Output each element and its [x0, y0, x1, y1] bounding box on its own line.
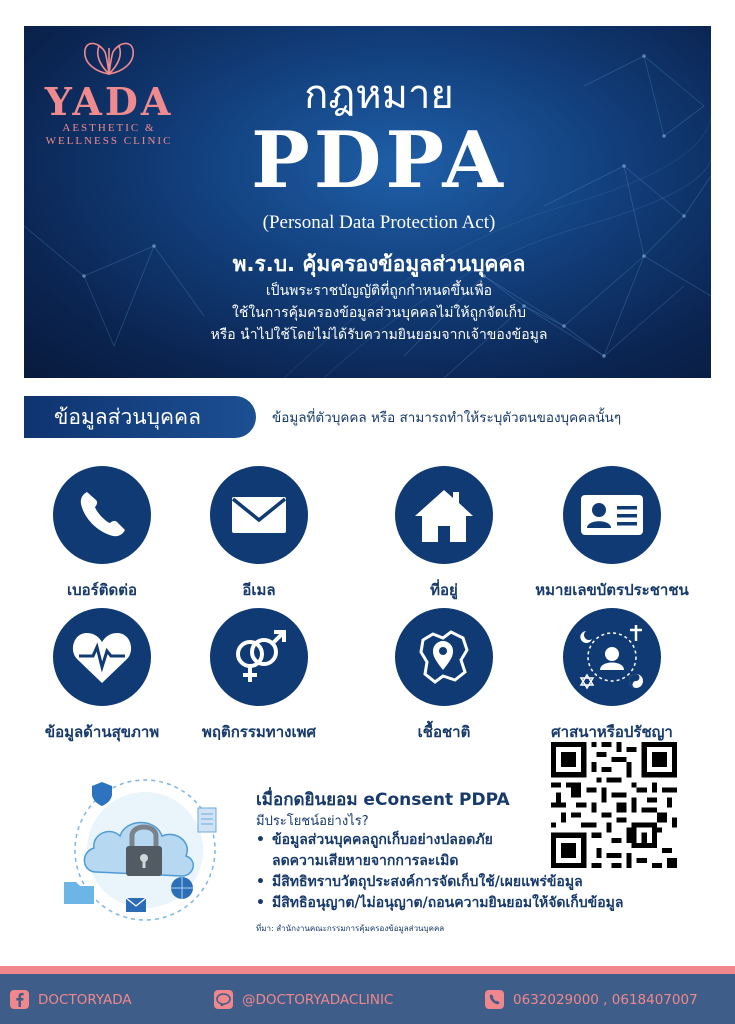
consent-source: ที่มา: สำนักงานคณะกรรมการคุ้มครองข้อมูลส่วนบุคคล [256, 924, 445, 933]
footer-line-text: @DOCTORYADACLINIC [242, 991, 394, 1008]
data-type-label: เชื้อชาติ [417, 723, 471, 741]
data-type-label: ที่อยู่ [430, 581, 458, 599]
hero-banner [24, 26, 711, 378]
benefit-text: มีสิทธิอนุญาต/ไม่อนุญาต/ถอนความยินยอมให้จัดเก็บข้อมูล [272, 895, 624, 911]
house-icon [413, 486, 475, 544]
hero-acronym: PDPA [251, 115, 507, 206]
email-circle [210, 466, 308, 564]
data-type-label: เบอร์ติดต่อ [67, 581, 137, 599]
ethnicity-circle [395, 608, 493, 706]
heart-pulse-icon [71, 629, 133, 685]
data-type-sexual-behavior [174, 608, 344, 744]
footer-facebook-text: DOCTORYADA [38, 991, 132, 1008]
footer-facebook-link[interactable] [10, 990, 132, 1009]
footer-line-link[interactable] [214, 990, 393, 1009]
qr-code-icon[interactable] [551, 742, 677, 868]
hero-description-line: ใช้ในการคุ้มครองข้อมูลส่วนบุคคลไม่ให้ถูกจัดเก็บ [231, 305, 526, 321]
footer-bar [0, 974, 735, 1024]
definition-label: ข้อมูลส่วนบุคคล [24, 396, 256, 438]
hero-description-line: หรือ นำไปใช้โดยไม่ได้รับความยินยอมจากเจ้าของข้อมูล [210, 327, 548, 343]
logo-subtitle-line2: WELLNESS CLINIC [45, 135, 173, 147]
phone-icon [485, 990, 504, 1009]
hero-full-name: (Personal Data Protection Act) [262, 212, 496, 233]
data-type-label: พฤติกรรมทางเพศ [202, 723, 316, 741]
data-type-label: อีเมล [242, 581, 276, 599]
data-type-phone [17, 466, 187, 602]
religion-icon [572, 617, 652, 697]
logo-subtitle-line1: AESTHETIC & [62, 122, 156, 134]
line-chat-icon [214, 990, 233, 1009]
id-card-circle [563, 466, 661, 564]
address-circle [395, 466, 493, 564]
footer-phone-link[interactable] [485, 990, 698, 1009]
benefit-item [256, 893, 623, 914]
gender-circle [210, 608, 308, 706]
logo-name: YADA [44, 79, 174, 124]
consent-subtitle: มีประโยชน์อย่างไร? [256, 814, 369, 829]
data-type-id-card [527, 466, 697, 602]
benefit-text: มีสิทธิทราบวัตถุประสงค์การจัดเก็บใช้/เผยแพร่ข้อมูล [272, 874, 583, 890]
phone-circle [53, 466, 151, 564]
data-type-health [17, 608, 187, 744]
hero-description-line: เป็นพระราชบัญญัติที่ถูกกำหนดขึ้นเพื่อ [265, 283, 493, 299]
hero-description [174, 280, 584, 346]
hero-act-name: พ.ร.บ. คุ้มครองข้อมูลส่วนบุคคล [232, 252, 526, 276]
data-type-address [359, 466, 529, 602]
data-type-religion [527, 608, 697, 744]
data-type-label: หมายเลขบัตรประชาชน [535, 581, 689, 599]
data-type-label: ศาสนาหรือปรัชญา [551, 723, 673, 741]
benefit-text: ข้อมูลส่วนบุคคลถูกเก็บอย่างปลอดภัย [272, 832, 493, 848]
benefit-text: ลดความเสียหายจากการละเมิด [272, 853, 459, 869]
footer-phone-text: 0632029000 , 0618407007 [513, 991, 698, 1008]
butterfly-logo-icon [77, 36, 141, 78]
clinic-logo [34, 36, 184, 186]
security-illustration [60, 772, 230, 932]
id-card-icon [579, 492, 645, 538]
benefit-item [256, 872, 623, 893]
data-type-label: ข้อมูลด้านสุขภาพ [44, 723, 160, 741]
consent-title: เมื่อกดยินยอม eConsent PDPA [256, 790, 510, 810]
phone-icon [73, 486, 131, 544]
cloud-lock-illustration-icon [60, 772, 230, 932]
footer-accent-line [0, 966, 735, 974]
data-type-ethnicity [359, 608, 529, 744]
religion-circle [563, 608, 661, 706]
definition-text: ข้อมูลที่ตัวบุคคล หรือ สามารถทำให้ระบุตัวตนของบุคคลนั้นๆ [272, 410, 622, 426]
facebook-icon [10, 990, 29, 1009]
health-circle [53, 608, 151, 706]
hero-law-word: กฎหมาย [304, 72, 454, 118]
data-type-email [174, 466, 344, 602]
envelope-icon [230, 494, 288, 536]
map-location-icon [413, 626, 475, 688]
gender-icon [226, 624, 292, 690]
